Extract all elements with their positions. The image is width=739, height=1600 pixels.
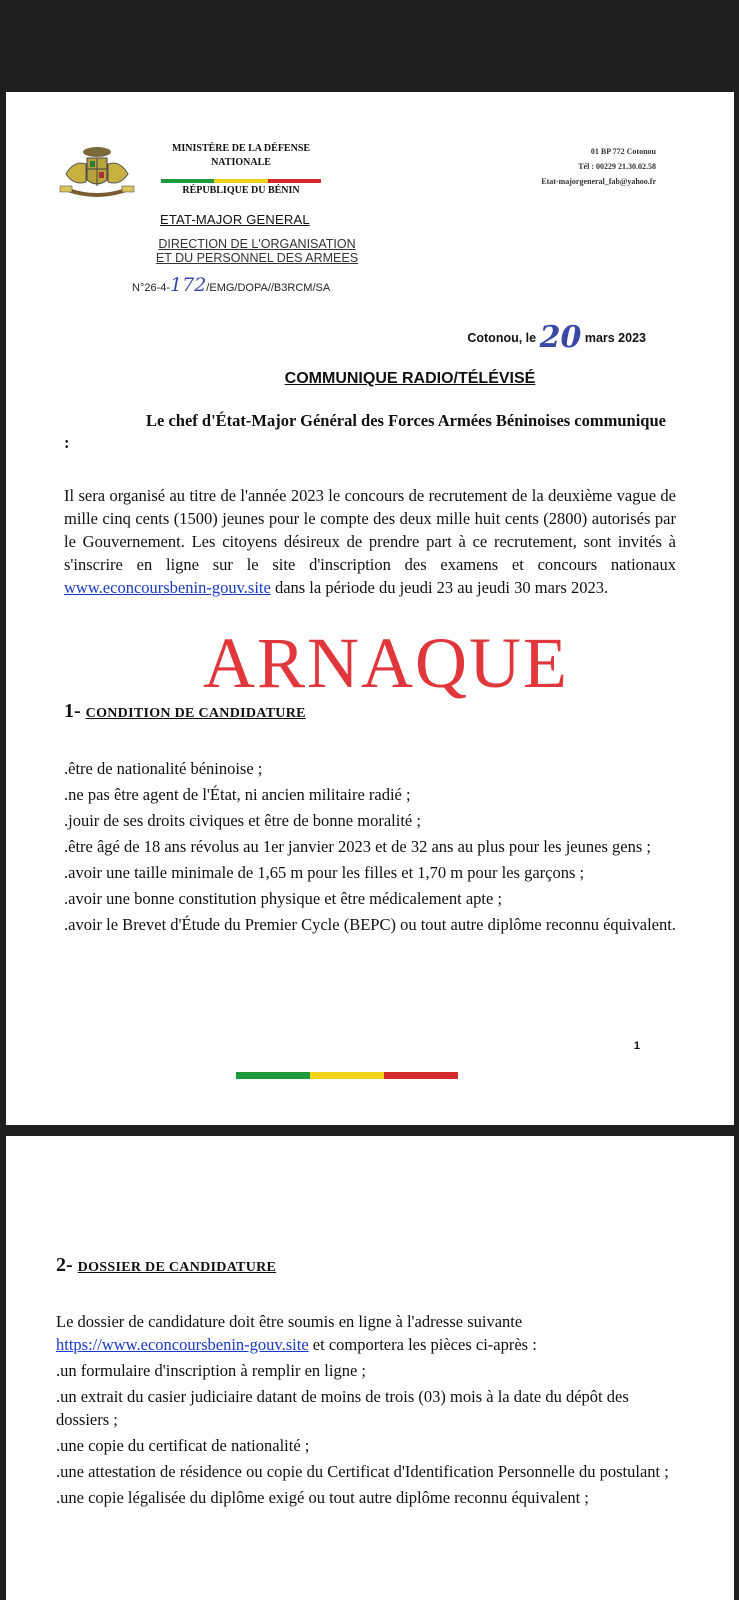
registration-link[interactable]: www.econcoursbenin-gouv.site: [64, 578, 271, 597]
reference-number: [132, 274, 330, 296]
contact-phone: Tél : 00229 21.30.02.58: [578, 162, 656, 171]
list-item: .une attestation de résidence ou copie du Certificat d'Identification Personnelle du postulant ;: [56, 1462, 669, 1481]
section-title: DOSSIER DE CANDIDATURE: [77, 1260, 277, 1275]
section-number: 1-: [64, 700, 81, 722]
ministry-line: NATIONALE: [211, 157, 271, 168]
republic-label: RÉPUBLIQUE DU BÉNIN: [182, 185, 300, 196]
ref-prefix: N°26-4-: [132, 282, 171, 294]
dossier-intro: [56, 1310, 676, 1356]
list-item: .être de nationalité béninoise ;: [64, 759, 263, 778]
ministry-header: [136, 142, 346, 198]
flag-stripe: [161, 174, 321, 178]
conditions-list: [64, 757, 676, 939]
section-number: 2-: [56, 1254, 73, 1276]
contact-email: Etat-majorgeneral_fab@yahoo.fr: [541, 177, 656, 186]
dossier-intro-end: et comportera les pièces ci-après :: [308, 1335, 537, 1354]
page-number: 1: [633, 1040, 640, 1052]
ref-suffix: /EMG/DOPA//B3RCM/SA: [206, 282, 331, 294]
date-suffix: mars 2023: [584, 331, 646, 345]
list-item: .un formulaire d'inscription à remplir en ligne ;: [56, 1361, 366, 1380]
ref-handwritten: 172: [170, 274, 207, 296]
list-item: .avoir une bonne constitution physique et être médicalement apte ;: [64, 889, 503, 908]
list-item: .une copie légalisée du diplôme exigé ou tout autre diplôme reconnu équivalent ;: [56, 1488, 589, 1507]
direction-label: [132, 237, 382, 265]
communique-title: COMMUNIQUE RADIO/TÉLÉVISÉ: [284, 370, 536, 387]
dossier-intro-text: Le dossier de candidature doit être soumis en ligne à l'adresse suivante: [56, 1312, 523, 1331]
contact-address: 01 BP 772 Cotonou: [590, 147, 656, 156]
list-item: .un extrait du casier judiciaire datant de moins de trois (03) mois à la date du dépôt des dossiers ;: [56, 1387, 629, 1429]
footer-flag-stripe: [236, 1072, 458, 1079]
section-title: CONDITION DE CANDIDATURE: [85, 706, 306, 721]
list-item: .avoir le Brevet d'Étude du Premier Cycle (BEPC) ou tout autre diplôme reconnu équivalent.: [64, 915, 676, 934]
intro-text: Le chef d'État-Major Général des Forces Armées Béninoises communique :: [64, 411, 666, 452]
date-line: [467, 320, 646, 355]
list-item: .être âgé de 18 ans révolus au 1er janvier 2023 et de 32 ans au plus pour les jeunes gens ;: [64, 837, 651, 856]
scam-stamp: ARNAQUE: [203, 623, 569, 703]
list-item: .jouir de ses droits civiques et être de bonne moralité ;: [64, 811, 421, 830]
list-item: .ne pas être agent de l'État, ni ancien militaire radié ;: [64, 785, 411, 804]
document-page-1: [6, 92, 734, 1125]
dossier-link[interactable]: https://www.econcoursbenin-gouv.site: [56, 1335, 309, 1354]
benin-coat-of-arms-icon: [54, 144, 140, 200]
ministry-line: MINISTÈRE DE LA DÉFENSE: [171, 143, 311, 154]
paragraph-text-end: dans la période du jeudi 23 au jeudi 30 mars 2023.: [270, 578, 609, 597]
list-item: .une copie du certificat de nationalité ;: [56, 1436, 310, 1455]
contact-info: [541, 144, 656, 189]
direction-line: ET DU PERSONNEL DES ARMEES: [155, 251, 359, 265]
list-item: .avoir une taille minimale de 1,65 m pour les filles et 1,70 m pour les garçons ;: [64, 863, 585, 882]
direction-line: DIRECTION DE L'ORGANISATION: [158, 237, 356, 251]
section-1-heading: [64, 700, 306, 723]
date-prefix: Cotonou, le: [467, 331, 537, 345]
main-paragraph: [64, 484, 676, 599]
date-handwritten: 20: [539, 320, 582, 355]
paragraph-text: Il sera organisé au titre de l'année 2023 le concours de recrutement de la deuxième vague de mille cinq cents (1500) jeunes pour le compte des deux mille huit cents (2800) autorisés par le Gouvernement. Les citoyens désireux de prendre part à ce recrutement, sont invités à s'inscrire en ligne sur le site d'inscription des examens et concours nationaux: [64, 486, 676, 574]
dossier-content: [56, 1310, 676, 1512]
section-2-heading: [56, 1254, 276, 1277]
document-page-2: [6, 1136, 734, 1600]
etat-major-label: ETAT-MAJOR GENERAL: [160, 212, 310, 227]
